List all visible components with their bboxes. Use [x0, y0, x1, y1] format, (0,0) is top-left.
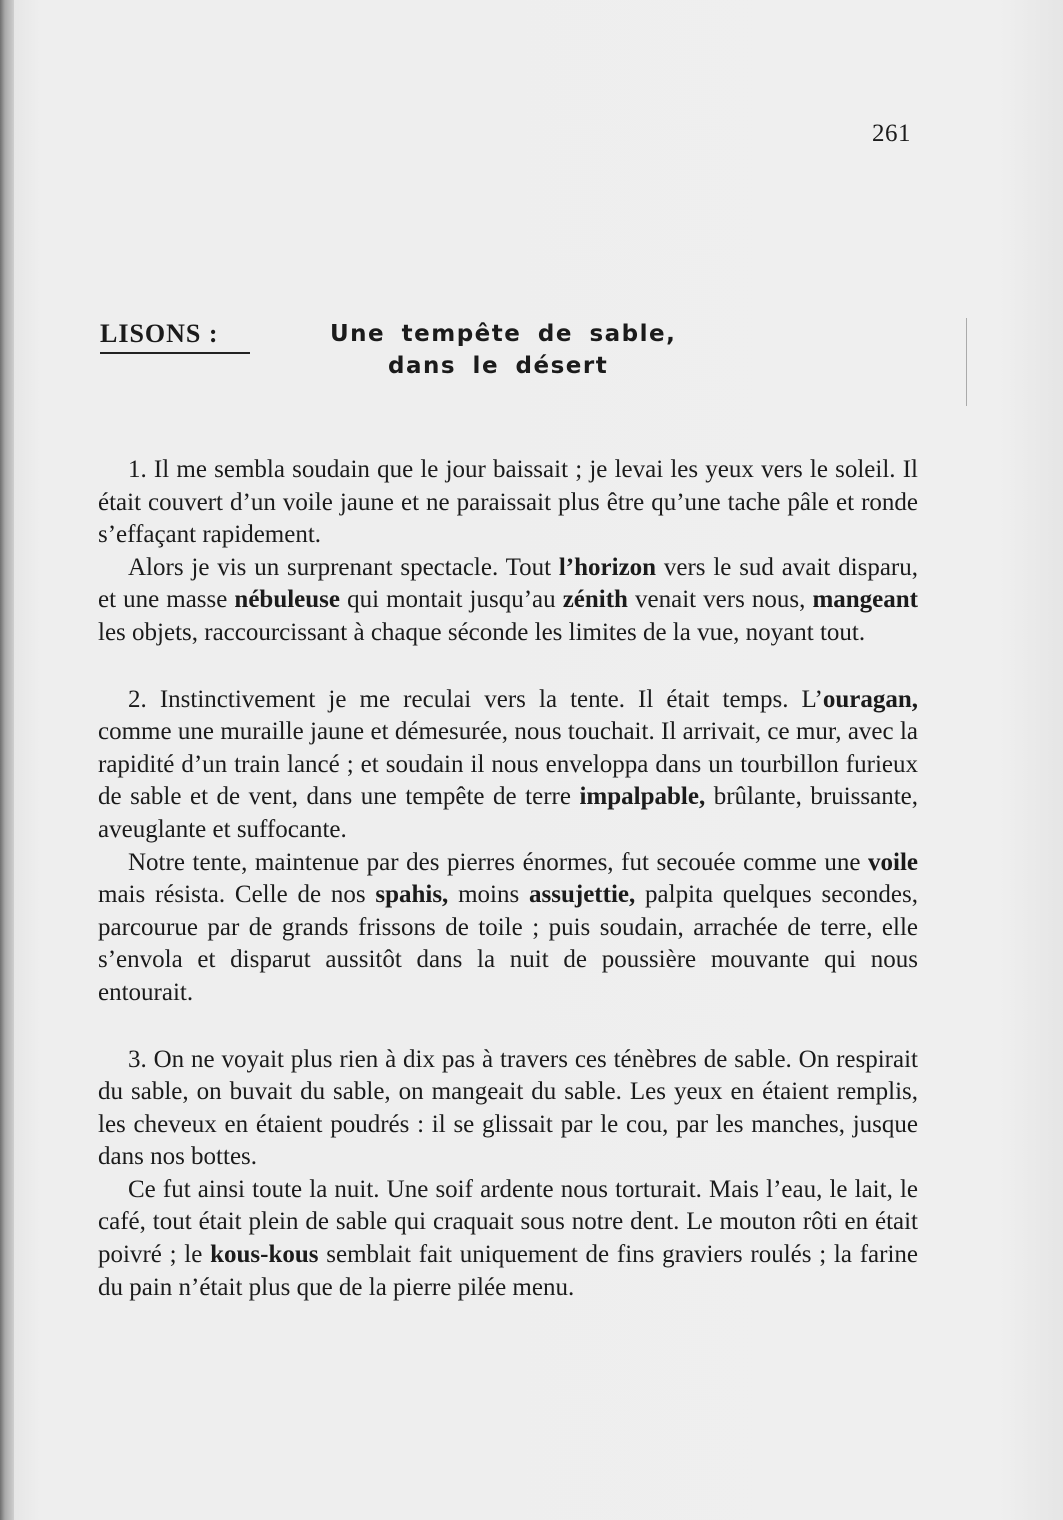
paragraph-text: 1. Il me sembla soudain que le jour baissait ; je levai les yeux vers le soleil. Il était couvert d’un voile jaune et ne paraissait plus être qu’une tache pâle et ronde s’effaçant rapidement.: [98, 456, 918, 549]
vocab-word: kous-kous: [210, 1241, 319, 1269]
section-heading: [100, 318, 920, 398]
title-line-2: dans le désert: [388, 353, 609, 379]
vocab-word: nébuleuse: [234, 586, 341, 614]
text-segment: moins: [448, 881, 530, 909]
reading-text: [98, 454, 918, 1304]
paragraph-3: [98, 684, 918, 847]
heading-label: LISONS :: [100, 319, 219, 348]
text-segment: Alors je vis un surprenant spectacle. Tout: [128, 553, 559, 581]
text-segment: Ce fut ainsi toute la nuit. Une soif ardente nous torturait. Mais l’eau, le lait, le café, tout était plein de sable qui craquait sous notre dent. Le mouton rôti en était poivré ; le: [98, 1175, 918, 1269]
text-segment: les objets, raccourcissant à chaque séconde les limites de la vue, noyant tout.: [98, 618, 866, 646]
paragraph-text: 3. On ne voyait plus rien à dix pas à travers ces ténèbres de sable. On respirait du sable, on buvait du sable, on mangeait du sable. Les yeux en étaient remplis, les cheveux en étaient poudrés : il se glissait par le cou, par les manches, jusque dans nos bottes.: [98, 1045, 918, 1171]
vocab-word: ouragan,: [822, 685, 918, 713]
vocab-word: impalpable,: [579, 783, 706, 811]
page-number: 261: [872, 120, 911, 147]
paragraph-5: [98, 1044, 918, 1174]
text-segment: vers le sud avait disparu, et une masse: [98, 553, 918, 614]
heading-underline: [100, 352, 250, 354]
paragraph-6: [98, 1174, 918, 1304]
paragraph-1: [98, 454, 918, 552]
vocab-word: mangeant: [812, 586, 918, 614]
margin-mark: [966, 318, 967, 406]
text-segment: palpita quelques secondes, parcourue par de grands frissons de toile ; puis soudain, arrachée de terre, elle s’envola et disparut aussitôt dans la nuit de poussière mouvante qui nous entourait.: [98, 881, 918, 1006]
paragraph-4: [98, 847, 918, 1010]
vocab-word: zénith: [562, 586, 628, 614]
text-segment: semblait fait uniquement de fins graviers roulés ; la farine du pain n’était plus que de la pierre pilée menu.: [98, 1241, 918, 1301]
text-segment: venait vers nous,: [627, 586, 813, 614]
text-segment: brûlante, bruissante, aveuglante et suffocante.: [98, 783, 919, 843]
vocab-word: l’horizon: [558, 553, 657, 581]
title-line-1: Une tempête de sable,: [330, 321, 677, 347]
vocab-word: assujettie,: [529, 881, 636, 909]
text-segment: mais résista. Celle de nos: [98, 881, 376, 909]
text-segment: qui montait jusqu’au: [340, 586, 563, 614]
vocab-word: voile: [868, 848, 918, 876]
text-segment: 2. Instinctivement je me reculai vers la tente. Il était temps. L’: [128, 685, 823, 713]
book-spine-shadow: [0, 0, 14, 1520]
reading-title: [330, 318, 750, 382]
text-segment: Notre tente, maintenue par des pierres énormes, fut secouée comme une: [128, 848, 868, 876]
vocab-word: spahis,: [375, 881, 449, 909]
paragraph-2: [98, 552, 918, 650]
text-segment: comme une muraille jaune et démesurée, nous touchait. Il arrivait, ce mur, avec la rapidité d’un train lancé ; et soudain il nous enveloppa dans un tourbillon furieux de sable et de vent, dans une tempête de terre: [98, 718, 918, 811]
